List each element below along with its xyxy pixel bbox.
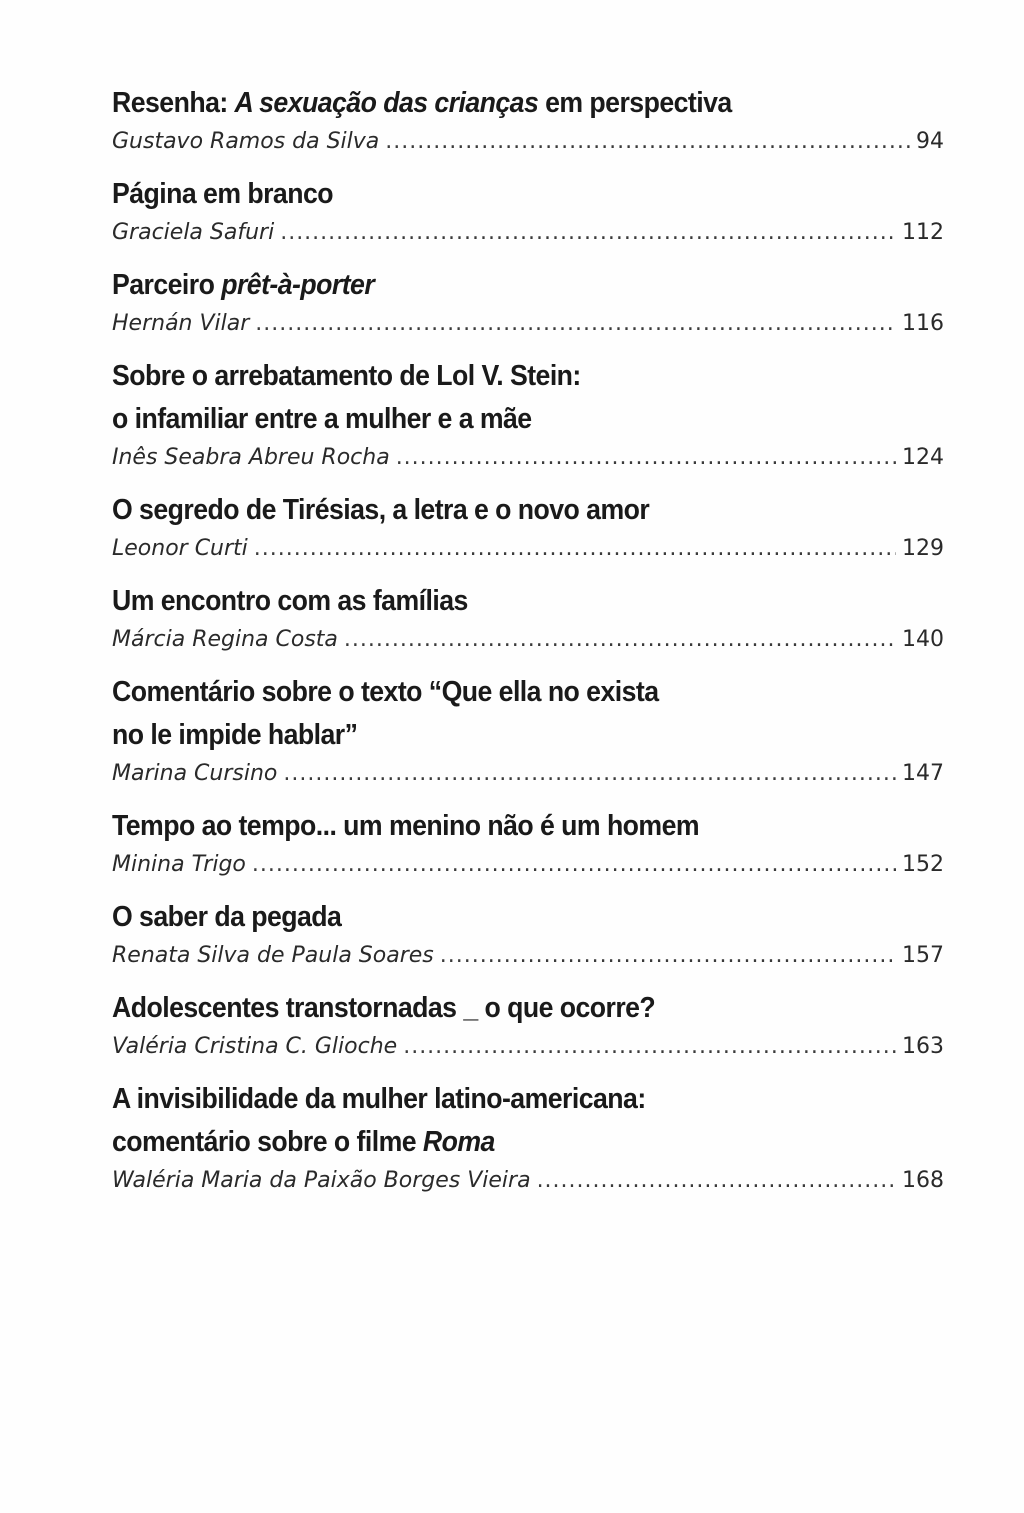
toc-entry[interactable] xyxy=(112,805,944,882)
entry-title xyxy=(112,671,877,714)
toc-entry[interactable] xyxy=(112,489,944,566)
title-segment: Adolescentes transtornadas _ o que ocorre? xyxy=(112,992,656,1024)
title-segment: Sobre o arrebatamento de Lol V. Stein: xyxy=(112,360,581,392)
dot-leader xyxy=(280,216,896,250)
author-line xyxy=(112,216,944,250)
entry-page-number: 94 xyxy=(916,129,944,154)
toc-entry[interactable] xyxy=(112,1078,944,1198)
toc-entry[interactable] xyxy=(112,355,944,475)
entry-title xyxy=(112,264,877,307)
entry-author: Waléria Maria da Paixão Borges Vieira xyxy=(112,1168,531,1193)
entry-title xyxy=(112,82,877,125)
author-line xyxy=(112,939,944,973)
author-line xyxy=(112,307,944,341)
author-line xyxy=(112,623,944,657)
entry-author: Leonor Curti xyxy=(112,536,248,561)
entry-page-number: 112 xyxy=(902,220,944,245)
title-segment: em perspectiva xyxy=(538,87,732,119)
toc-entry[interactable] xyxy=(112,671,944,791)
entry-author: Graciela Safuri xyxy=(112,220,275,245)
dot-leader xyxy=(255,307,896,341)
entry-page-number: 157 xyxy=(902,943,944,968)
title-segment: Tempo ao tempo... um menino não é um homem xyxy=(112,810,700,842)
entry-title xyxy=(112,987,877,1030)
dot-leader xyxy=(440,939,896,973)
entry-page-number: 163 xyxy=(902,1034,944,1059)
title-segment: Comentário sobre o texto “Que ella no exista xyxy=(112,676,659,708)
author-line xyxy=(112,848,944,882)
toc-entry[interactable] xyxy=(112,173,944,250)
title-segment: comentário sobre o filme xyxy=(112,1126,423,1158)
entry-title xyxy=(112,714,877,757)
title-segment: o infamiliar entre a mulher e a mãe xyxy=(112,403,532,435)
entry-title xyxy=(112,398,877,441)
entry-title xyxy=(112,1078,877,1121)
entry-title xyxy=(112,580,877,623)
title-italic-segment: Roma xyxy=(422,1126,495,1158)
title-segment: A invisibilidade da mulher latino-americana: xyxy=(112,1083,646,1115)
author-line xyxy=(112,441,944,475)
toc-entry[interactable] xyxy=(112,580,944,657)
toc-entry[interactable] xyxy=(112,987,944,1064)
entry-author: Márcia Regina Costa xyxy=(112,627,338,652)
toc-entry[interactable] xyxy=(112,896,944,973)
entry-author: Hernán Vilar xyxy=(112,311,250,336)
dot-leader xyxy=(403,1030,896,1064)
dot-leader xyxy=(537,1164,896,1198)
toc-entry[interactable] xyxy=(112,82,944,159)
dot-leader xyxy=(252,848,896,882)
title-segment: Página em branco xyxy=(112,178,333,210)
entry-title xyxy=(112,805,877,848)
entry-title xyxy=(112,355,877,398)
dot-leader xyxy=(396,441,896,475)
title-segment: no le impide hablar” xyxy=(112,719,358,751)
table-of-contents xyxy=(112,82,944,1198)
entry-title xyxy=(112,896,877,939)
entry-page-number: 140 xyxy=(902,627,944,652)
dot-leader xyxy=(344,623,896,657)
title-italic-segment: A sexuação das crianças xyxy=(234,87,539,119)
title-segment: Um encontro com as famílias xyxy=(112,585,468,617)
author-line xyxy=(112,757,944,791)
dot-leader xyxy=(283,757,896,791)
title-segment: Resenha: xyxy=(112,87,235,119)
title-segment: O segredo de Tirésias, a letra e o novo amor xyxy=(112,494,650,526)
entry-page-number: 147 xyxy=(902,761,944,786)
entry-page-number: 129 xyxy=(902,536,944,561)
entry-author: Minina Trigo xyxy=(112,852,246,877)
entry-title xyxy=(112,173,877,216)
entry-title xyxy=(112,489,877,532)
entry-author: Inês Seabra Abreu Rocha xyxy=(112,445,390,470)
title-segment: Parceiro xyxy=(112,269,222,301)
entry-page-number: 116 xyxy=(902,311,944,336)
entry-page-number: 168 xyxy=(902,1168,944,1193)
title-italic-segment: prêt-à-porter xyxy=(221,269,375,301)
dot-leader xyxy=(385,125,910,159)
author-line xyxy=(112,1030,944,1064)
entry-page-number: 124 xyxy=(902,445,944,470)
entry-author: Marina Cursino xyxy=(112,761,278,786)
entry-author: Valéria Cristina C. Glioche xyxy=(112,1034,398,1059)
author-line xyxy=(112,125,944,159)
toc-entry[interactable] xyxy=(112,264,944,341)
entry-page-number: 152 xyxy=(902,852,944,877)
author-line xyxy=(112,532,944,566)
title-segment: O saber da pegada xyxy=(112,901,342,933)
author-line xyxy=(112,1164,944,1198)
dot-leader xyxy=(254,532,896,566)
entry-author: Renata Silva de Paula Soares xyxy=(112,943,434,968)
entry-title xyxy=(112,1121,877,1164)
entry-author: Gustavo Ramos da Silva xyxy=(112,129,380,154)
